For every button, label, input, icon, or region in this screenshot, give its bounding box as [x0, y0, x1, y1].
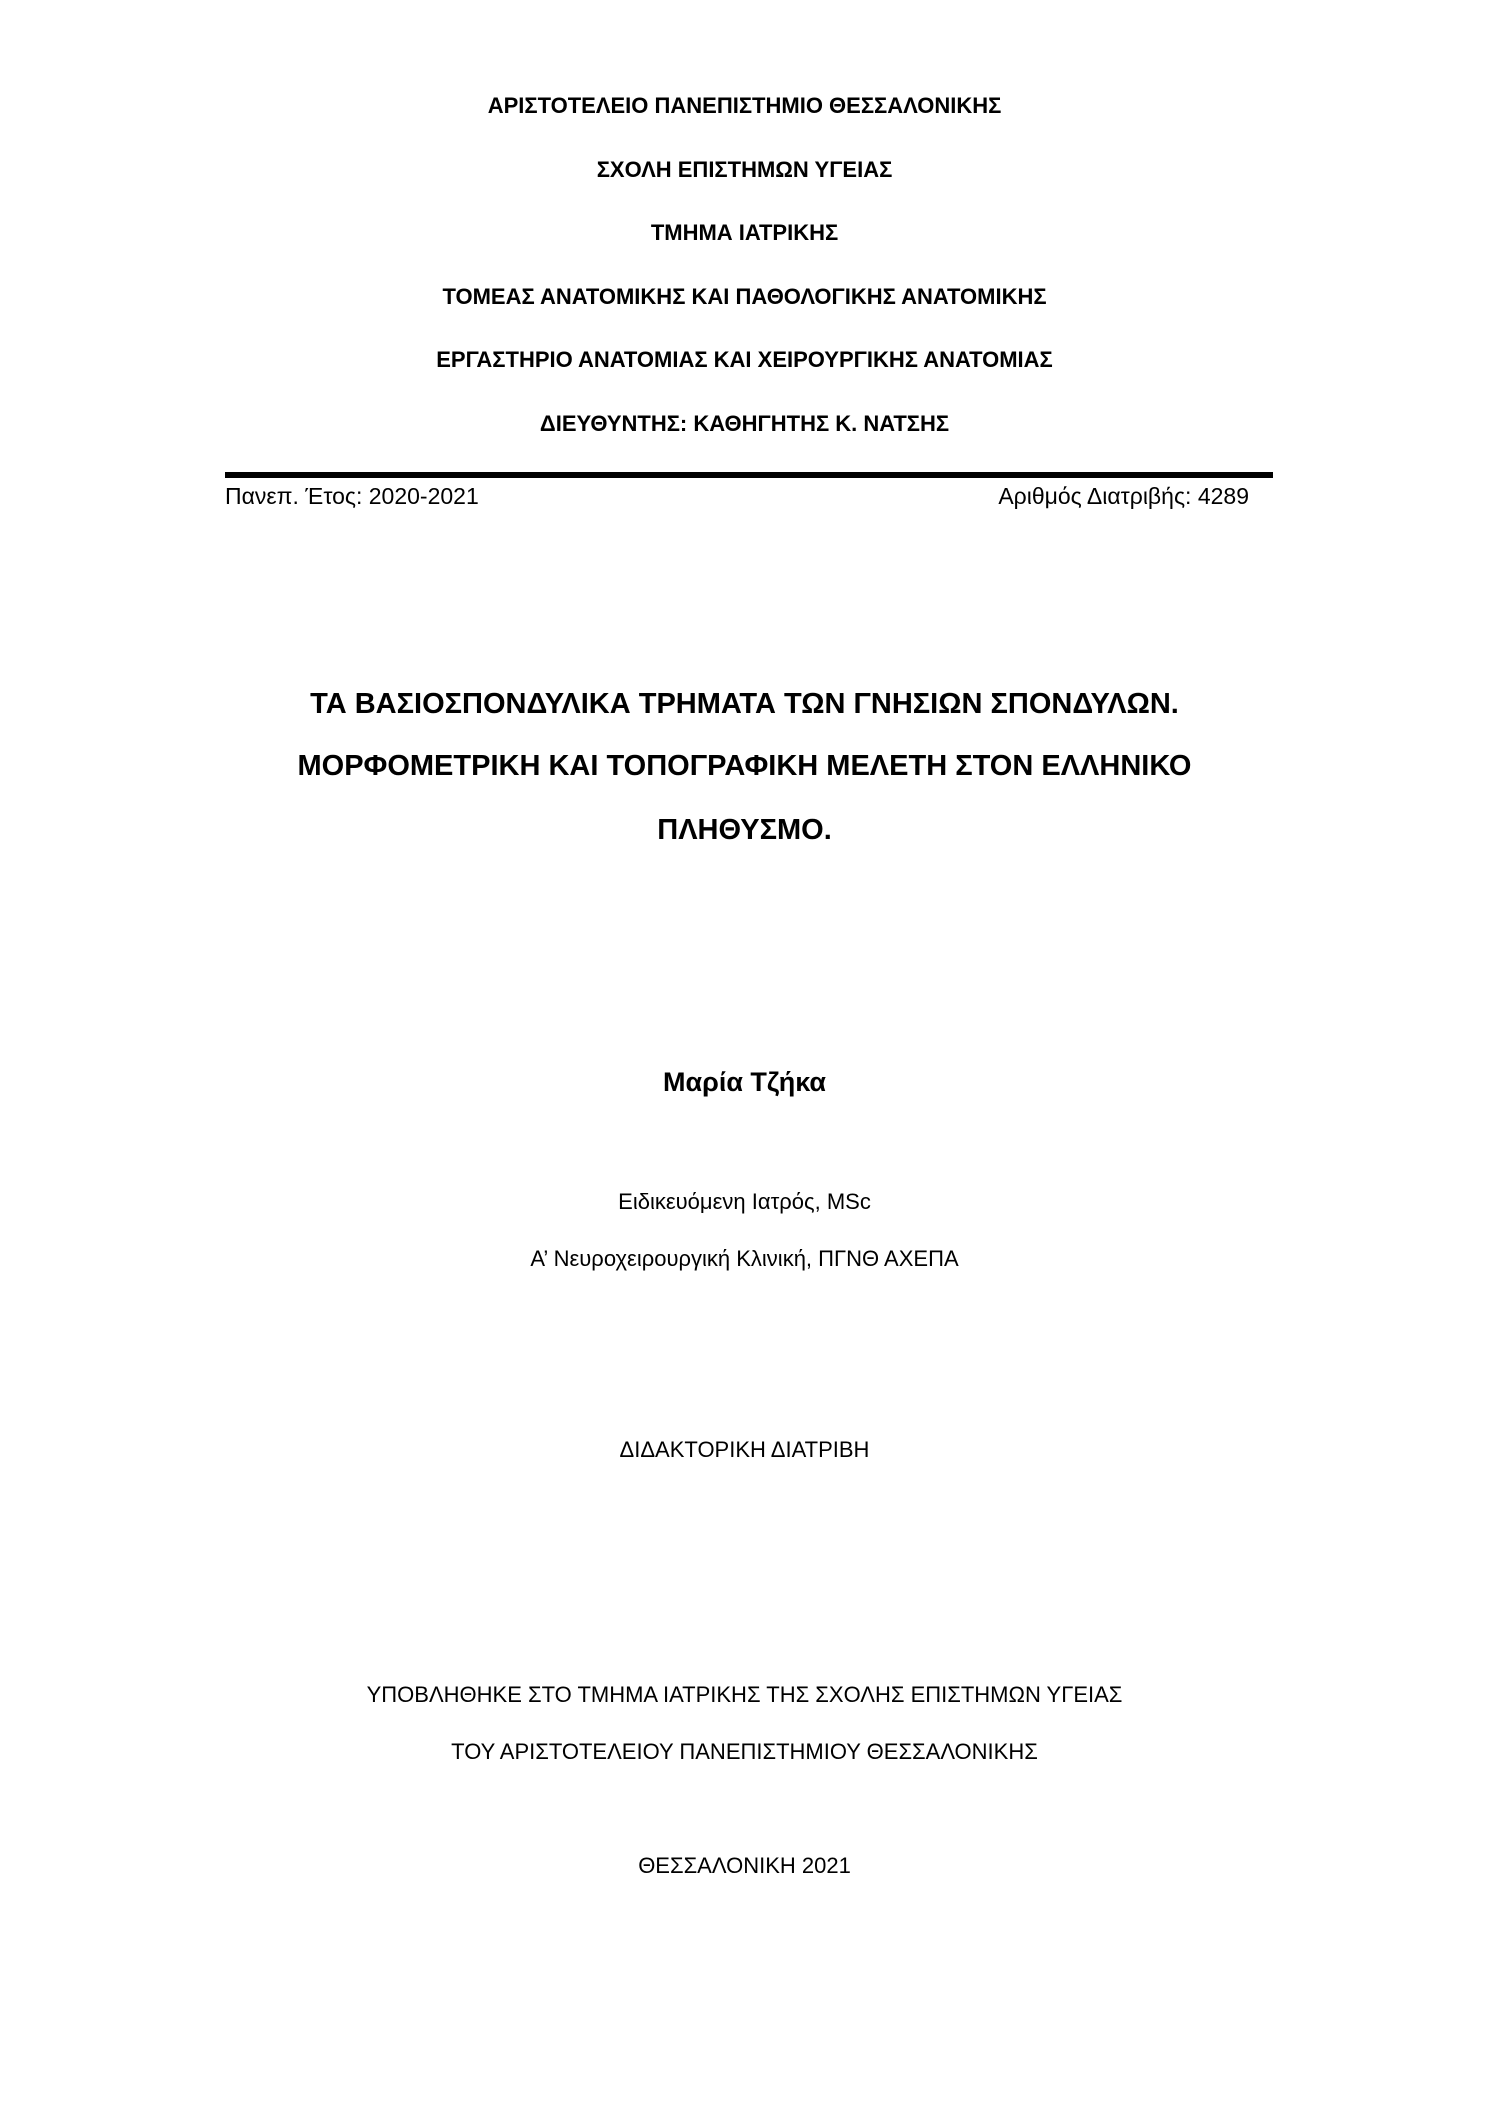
submission-line-2: ΤΟΥ ΑΡΙΣΤΟΤΕΛΕΙΟΥ ΠΑΝΕΠΙΣΤΗΜΙΟΥ ΘΕΣΣΑΛΟΝΙΚΗΣ — [451, 1739, 1038, 1764]
thesis-number: Αριθμός Διατριβής: 4289 — [998, 483, 1249, 509]
laboratory-name: ΕΡΓΑΣΤΗΡΙΟ ΑΝΑΤΟΜΙΑΣ ΚΑΙ ΧΕΙΡΟΥΡΓΙΚΗΣ ΑΝΑΤΟΜΙΑΣ — [436, 347, 1053, 372]
thesis-type: ΔΙΔΑΚΤΟΡΙΚΗ ΔΙΑΤΡΙΒΗ — [619, 1437, 870, 1462]
thesis-title-line-1: ΤΑ ΒΑΣΙΟΣΠΟΝΔΥΛΙΚΑ ΤΡΗΜΑΤΑ ΤΩΝ ΓΝΗΣΙΩΝ ΣΠΟΝΔΥΛΩΝ. — [310, 688, 1179, 720]
director-line: ΔΙΕΥΘΥΝΤΗΣ: ΚΑΘΗΓΗΤΗΣ Κ. ΝΑΤΣΗΣ — [539, 411, 950, 436]
sector-name: ΤΟΜΕΑΣ ΑΝΑΤΟΜΙΚΗΣ ΚΑΙ ΠΑΘΟΛΟΓΙΚΗΣ ΑΝΑΤΟΜΙΚΗΣ — [442, 284, 1047, 309]
school-name: ΣΧΟΛΗ ΕΠΙΣΤΗΜΩΝ ΥΓΕΙΑΣ — [596, 157, 893, 182]
author-position: Ειδικευόμενη Ιατρός, MSc — [618, 1189, 871, 1214]
place-and-year: ΘΕΣΣΑΛΟΝΙΚΗ 2021 — [638, 1853, 851, 1878]
submission-line-1: ΥΠΟΒΛΗΘΗΚΕ ΣΤΟ ΤΜΗΜΑ ΙΑΤΡΙΚΗΣ ΤΗΣ ΣΧΟΛΗΣ ΕΠΙΣΤΗΜΩΝ ΥΓΕΙΑΣ — [366, 1682, 1123, 1707]
author-affiliation: Α’ Νευροχειρουργική Κλινική, ΠΓΝΘ ΑΧΕΠΑ — [530, 1246, 959, 1271]
department-name: ΤΜΗΜΑ ΙΑΤΡΙΚΗΣ — [650, 220, 839, 245]
author-name: Μαρία Τζήκα — [663, 1067, 826, 1097]
thesis-title-line-3: ΠΛΗΘΥΣΜΟ. — [657, 814, 832, 846]
university-name: ΑΡΙΣΤΟΤΕΛΕΙΟ ΠΑΝΕΠΙΣΤΗΜΙΟ ΘΕΣΣΑΛΟΝΙΚΗΣ — [487, 93, 1002, 118]
academic-year: Πανεπ. Έτος: 2020-2021 — [225, 483, 479, 509]
thesis-title-line-2: ΜΟΡΦΟΜΕΤΡΙΚΗ ΚΑΙ ΤΟΠΟΓΡΑΦΙΚΗ ΜΕΛΕΤΗ ΣΤΟΝ ΕΛΛΗΝΙΚΟ — [297, 750, 1192, 782]
header-divider — [225, 472, 1273, 478]
